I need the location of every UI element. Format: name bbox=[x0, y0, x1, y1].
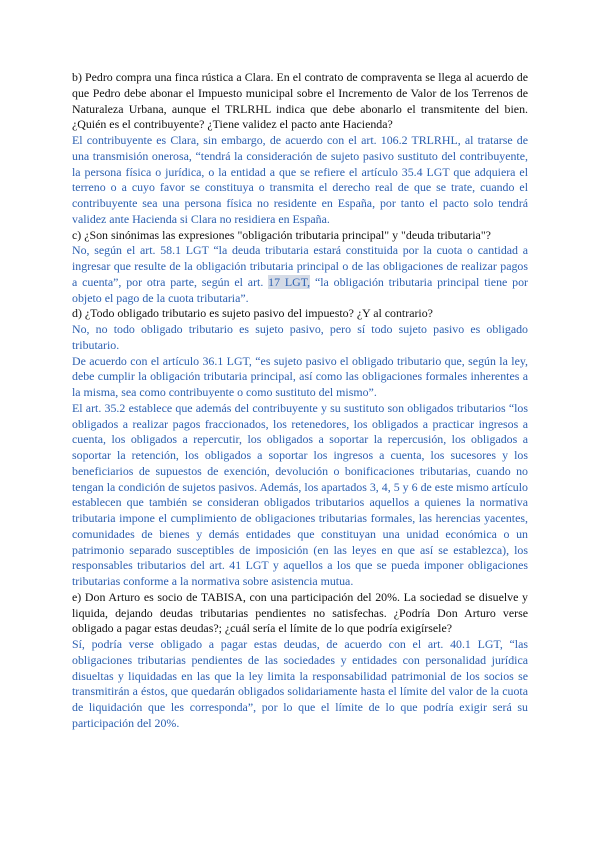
answer-d-3: El art. 35.2 establece que además del contribuyente y su sustituto son obligados tributarios “los obligados a realizar pagos fraccionados, los retenedores, los obligados a practicar ingresos a cuenta, los obligados a repercutir, los obligados a soportar la repercusión, los obligados a soportar la retención, los obligados a soportar los ingresos a cuenta, los sucesores y los beneficiarios de supuestos de exención, devolución o bonificaciones tributarias, cuando no tengan la condición de sujetos pasivos. Además, los apartados 3, 4, 5 y 6 de este mismo artículo establecen que también se consideran obligados tributarios aquellos a quienes la normativa tributaria impone el cumplimiento de obligaciones tributarias formales, las herencias yacentes, comunidades de bienes y demás entidades que constituyan una unidad económica o un patrimonio separado susceptibles de imposición (en las leyes en que así se establezca), los responsables tributarios del art. 41 LGT y aquellos a los que se pueda imponer obligaciones tributarias conforme a la normativa sobre asistencia mutua. bbox=[72, 400, 528, 588]
answer-e: Sí, podría verse obligado a pagar estas deudas, de acuerdo con el art. 40.1 LGT, “las obligaciones tributarias pendientes de las sociedades y entidades con personalidad jurídica disueltas y liquidadas en las que la ley limita la responsabilidad patrimonial de los socios se transmitirán a éstos, que quedarán obligados solidariamente hasta el límite del valor de la cuota de liquidación que les corresponda”, por lo que el límite de lo que podría exigir será su participación del 20%. bbox=[72, 637, 528, 730]
question-c: c) ¿Son sinónimas las expresiones "obligación tributaria principal" y "deuda tributaria"? bbox=[72, 227, 491, 242]
answer-c-part1: No, según el art. 58.1 LGT “la deuda tributaria estará constituida por la cuota o cantidad a ingresar que resulte de la obligación tributaria principal o de las obligaciones de realizar pagos a cuenta”, por otra parte, según el art. bbox=[72, 243, 528, 289]
highlighted-reference: 17 LGT, bbox=[268, 274, 311, 289]
question-b: b) Pedro compra una finca rústica a Clara. En el contrato de compraventa se llega al acuerdo de que Pedro debe abonar el Impuesto municipal sobre el Incremento de Valor de los Terrenos de Naturaleza Urbana, aunque el TRLRHL indica que debe abonarlo el transmitente del bien. ¿Quién es el contribuyente? ¿Tiene validez el pacto ante Hacienda? bbox=[72, 70, 528, 132]
answer-c bbox=[72, 243, 528, 306]
answer-b: El contribuyente es Clara, sin embargo, de acuerdo con el art. 106.2 TRLRHL, al tratarse de una transmisión onerosa, “tendrá la consideración de sujeto pasivo sustituto del contribuyente, la persona física o jurídica, o la entidad a que se refiere el artículo 35.4 LGT que adquiera el terreno o a cuyo favor se constituya o transmita el derecho real de que se trate, cuando el contribuyente sea una persona física no residente en España, por tanto el pacto solo tendrá validez ante Hacienda si Clara no residiera en España. bbox=[72, 133, 528, 226]
answer-c-part2: “la obligación tributaria principal tiene por objeto el pago de la cuota tributaria”. bbox=[72, 274, 528, 305]
document-page bbox=[72, 70, 528, 732]
question-e: e) Don Arturo es socio de TABISA, con una participación del 20%. La sociedad se disuelve y liquida, dejando deudas tributarias pendientes no satisfechas. ¿Podría Don Arturo verse obligado a pagar estas deudas?; ¿cuál sería el límite de lo que podría exigírsele? bbox=[72, 589, 528, 636]
question-d: d) ¿Todo obligado tributario es sujeto pasivo del impuesto? ¿Y al contrario? bbox=[72, 306, 433, 321]
answer-d-1: No, no todo obligado tributario es sujeto pasivo, pero sí todo sujeto pasivo es obligado tributario. bbox=[72, 322, 528, 352]
answer-d-2: De acuerdo con el artículo 36.1 LGT, “es sujeto pasivo el obligado tributario que, según la ley, debe cumplir la obligación tributaria principal, así como las obligaciones formales inherentes a la misma, sea como contribuyente o como sustituto del mismo”. bbox=[72, 353, 528, 399]
